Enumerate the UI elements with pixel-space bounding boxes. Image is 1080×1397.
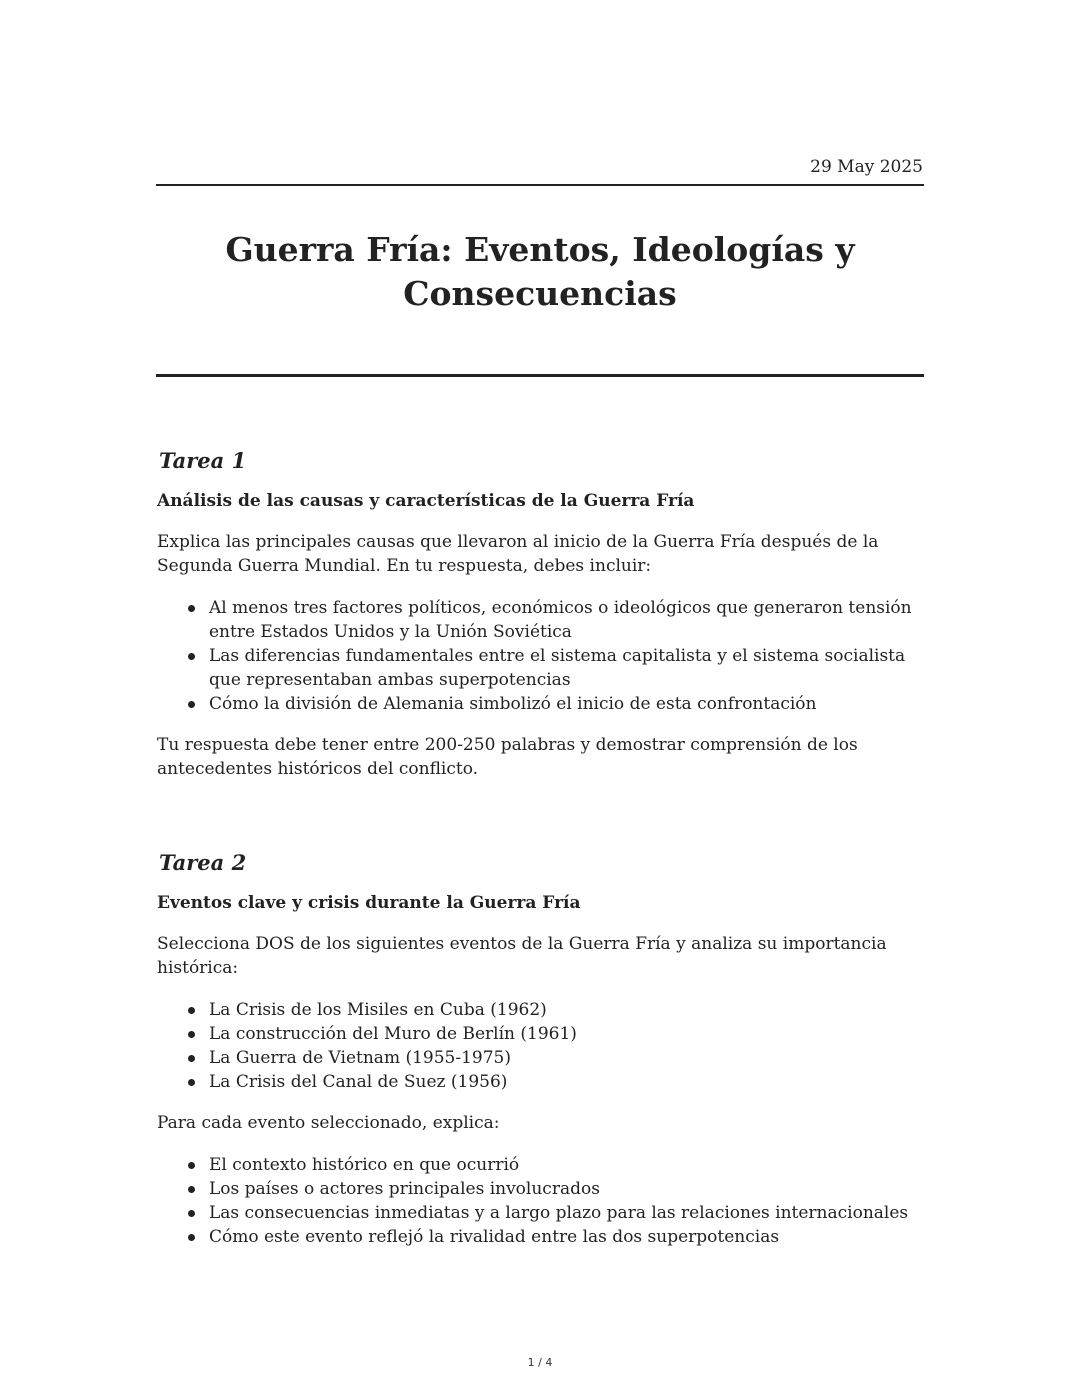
list-item: Al menos tres factores políticos, económicos o ideológicos que generaron tensión entre Estados Unidos y la Unión Soviética — [209, 596, 927, 644]
task-1-heading: Tarea 1 — [159, 448, 247, 473]
task-2-heading: Tarea 2 — [159, 850, 247, 875]
task-2-instruction: Para cada evento seleccionado, explica: — [157, 1113, 500, 1133]
list-item: Los países o actores principales involucrados — [209, 1177, 927, 1201]
task-2-intro: Selecciona DOS de los siguientes eventos de la Guerra Fría y analiza su importancia histórica: — [157, 934, 887, 978]
list-item: Cómo este evento reflejó la rivalidad entre las dos superpotencias — [209, 1225, 927, 1249]
task-1-intro: Explica las principales causas que llevaron al inicio de la Guerra Fría después de la Segunda Guerra Mundial. En tu respuesta, debes incluir: — [157, 532, 879, 576]
title-divider — [156, 374, 924, 377]
task-2-event-list — [157, 998, 927, 1094]
page-indicator: 1 / 4 — [527, 1356, 553, 1369]
list-item: La construcción del Muro de Berlín (1961) — [209, 1022, 927, 1046]
task-1-section — [157, 447, 927, 781]
list-item: La Guerra de Vietnam (1955-1975) — [209, 1046, 927, 1070]
list-item: La Crisis del Canal de Suez (1956) — [209, 1070, 927, 1094]
task-1-closing: Tu respuesta debe tener entre 200-250 palabras y demostrar comprensión de los antecedentes históricos del conflicto. — [157, 735, 858, 779]
document-title: Guerra Fría: Eventos, Ideologías y Consecuencias — [225, 230, 855, 313]
header-divider — [156, 184, 924, 186]
task-1-subheading: Análisis de las causas y características de la Guerra Fría — [157, 491, 695, 511]
document-date: 29 May 2025 — [810, 157, 923, 177]
task-2-subheading: Eventos clave y crisis durante la Guerra Fría — [157, 893, 581, 913]
task-1-bullet-list — [157, 596, 927, 716]
task-2-requirements-list — [157, 1153, 927, 1249]
list-item: Las diferencias fundamentales entre el sistema capitalista y el sistema socialista que representaban ambas superpotencias — [209, 644, 927, 692]
list-item: La Crisis de los Misiles en Cuba (1962) — [209, 998, 927, 1022]
task-2-section — [157, 849, 927, 1249]
list-item: El contexto histórico en que ocurrió — [209, 1153, 927, 1177]
list-item: Las consecuencias inmediatas y a largo plazo para las relaciones internacionales — [209, 1201, 927, 1225]
list-item: Cómo la división de Alemania simbolizó el inicio de esta confrontación — [209, 692, 927, 716]
